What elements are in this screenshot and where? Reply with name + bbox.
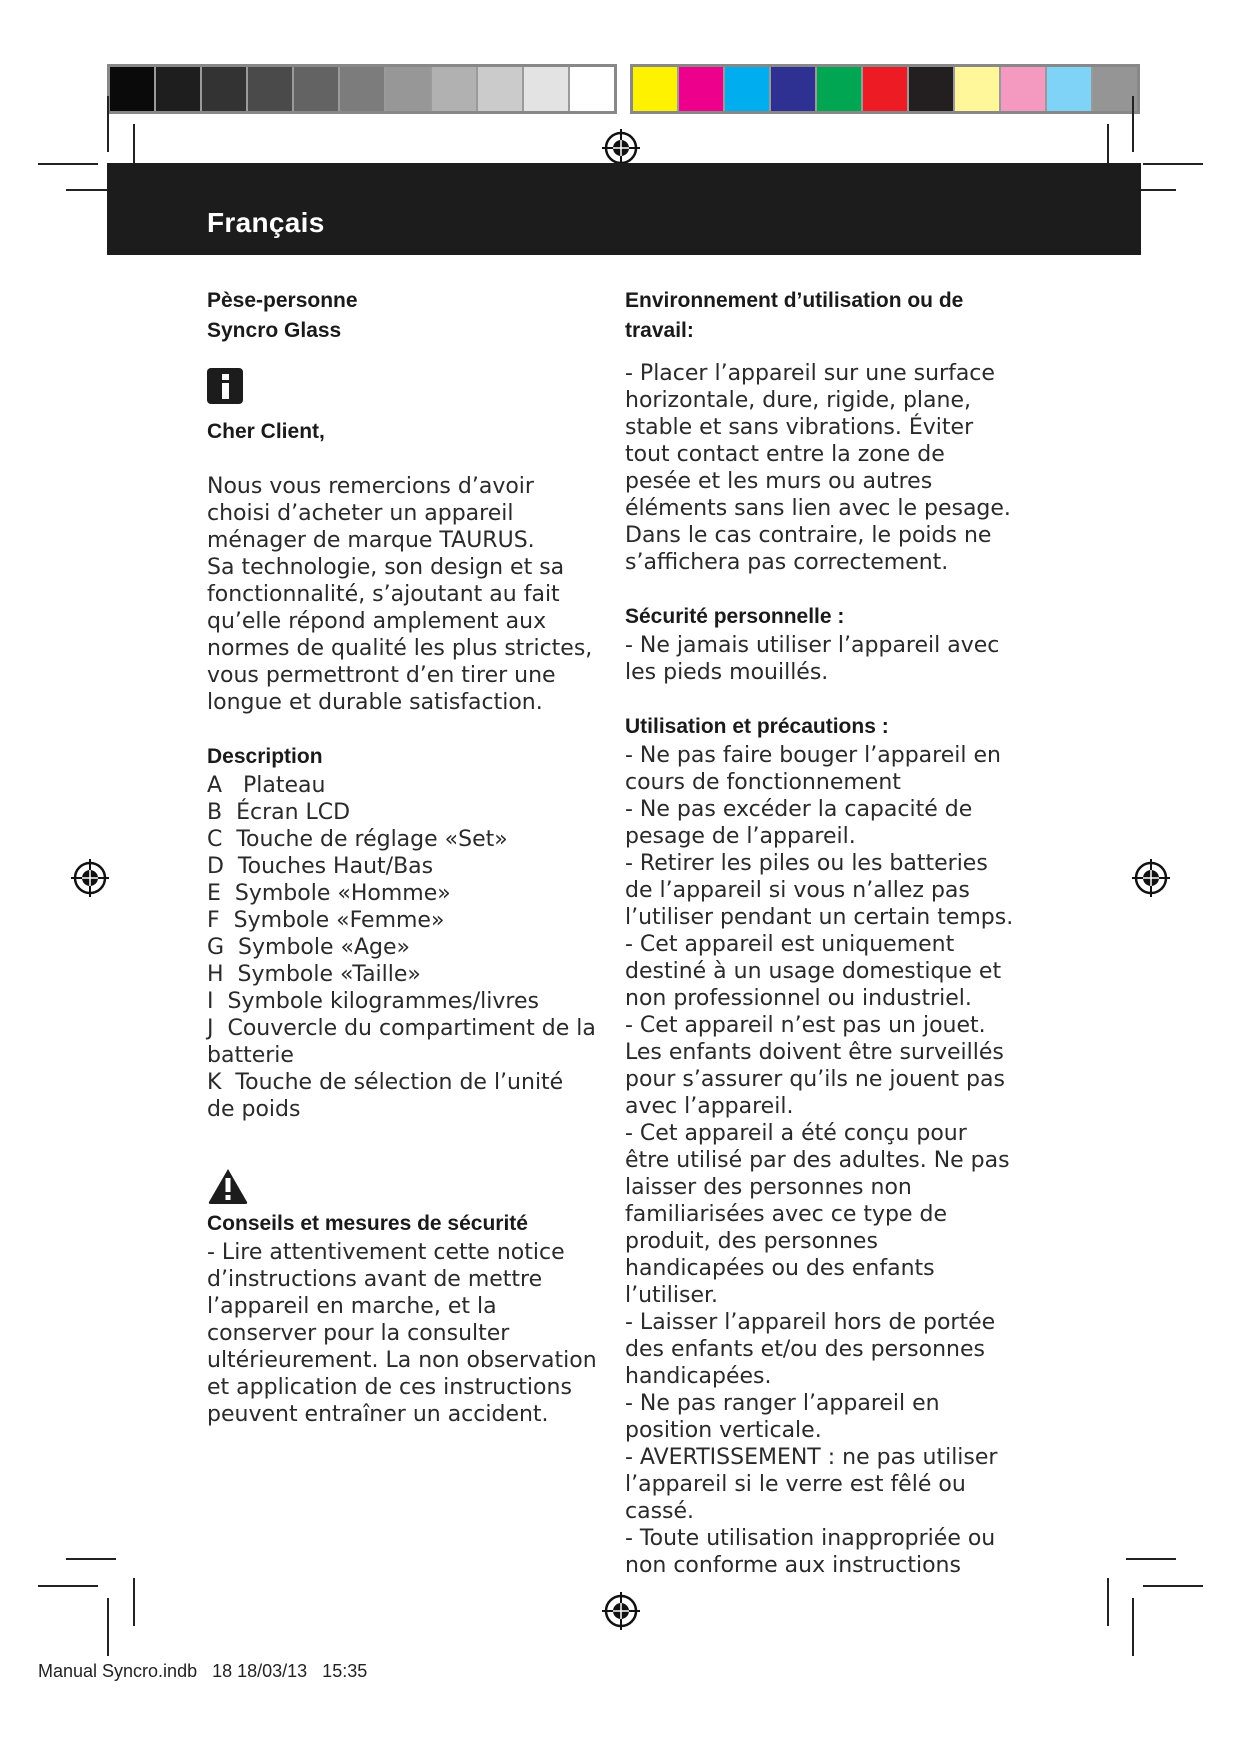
crop-mark: [1107, 1578, 1109, 1626]
warning-icon: [207, 1167, 249, 1205]
usage-item: - Laisser l’appareil hors de portée des enfants et/ou des personnes handicapées.: [625, 1310, 996, 1389]
usage-item: - Ne pas excéder la capacité de pesage de l’appareil.: [625, 797, 973, 849]
crop-mark: [1143, 163, 1203, 165]
crop-mark: [1143, 1585, 1203, 1587]
usage-item: - Ne pas ranger l’appareil en position verticale.: [625, 1391, 940, 1443]
color-swatch: [725, 67, 771, 111]
color-swatch: [909, 67, 955, 111]
description-item: D Touches Haut/Bas: [207, 854, 434, 879]
registration-mark-icon: [601, 128, 641, 168]
personal-safety-text: - Ne jamais utiliser l’appareil avec les pieds mouillés.: [625, 633, 1000, 685]
registration-mark-icon: [70, 858, 110, 898]
info-icon: [207, 368, 243, 404]
registration-mark-icon: [601, 1591, 641, 1631]
product-name-line1: Pèse-personne: [207, 289, 358, 312]
usage-title: Utilisation et précautions :: [625, 715, 889, 738]
crop-mark: [1132, 1598, 1134, 1656]
usage-item: - Ne pas faire bouger l’appareil en cours de fonctionnement: [625, 743, 1001, 795]
left-column: [207, 286, 603, 1428]
crop-mark: [107, 96, 109, 152]
color-swatch: [248, 67, 294, 111]
usage-item: - AVERTISSEMENT : ne pas utiliser l’appareil si le verre est fêlé ou cassé.: [625, 1445, 998, 1524]
color-swatch: [817, 67, 863, 111]
crop-mark: [107, 1598, 109, 1656]
environment-title: Environnement d’utilisation ou de travail:: [625, 289, 964, 342]
crop-mark: [38, 1585, 98, 1587]
environment-text: - Placer l’appareil sur une surface horizontale, dure, rigide, plane, stable et sans vibrations. Éviter tout contact entre la zone de pesée et les murs ou autres éléments sans lien avec le pesage. Dans le cas contraire, le poids ne s’affichera pas correctement.: [625, 361, 1011, 575]
color-swatch: [633, 67, 679, 111]
process-color-bar: [630, 64, 1140, 114]
greeting: Cher Client,: [207, 420, 325, 443]
description-item: C Touche de réglage «Set»: [207, 827, 508, 852]
color-swatch: [110, 67, 156, 111]
description-list: [207, 772, 603, 1123]
color-swatch: [570, 67, 614, 111]
print-slug: Manual Syncro.indb 18 18/03/13 15:35: [38, 1661, 368, 1681]
usage-item: - Cet appareil a été conçu pour être utilisé par des adultes. Ne pas laisser des personnes non familiarisées avec ce type de produit, des personnes handicapées ou des enfants l’utiliser.: [625, 1121, 1010, 1308]
description-item: I Symbole kilogrammes/livres: [207, 989, 539, 1014]
description-item: E Symbole «Homme»: [207, 881, 451, 906]
intro-paragraph: Sa technologie, son design et sa fonctionnalité, s’ajoutant au fait qu’elle répond amplement aux normes de qualité les plus strictes, vous permettront d’en tirer une longue et durable satisfaction.: [207, 555, 593, 715]
color-swatch: [679, 67, 725, 111]
grayscale-color-bar: [107, 64, 617, 114]
crop-mark: [133, 1578, 135, 1626]
crop-mark: [66, 1558, 116, 1560]
color-swatch: [156, 67, 202, 111]
description-item: F Symbole «Femme»: [207, 908, 445, 933]
usage-item: - Cet appareil n’est pas un jouet. Les enfants doivent être surveillés pour s’assurer qu’ils ne jouent pas avec l’appareil.: [625, 1013, 1005, 1119]
description-title: Description: [207, 745, 323, 768]
description-item: G Symbole «Age»: [207, 935, 410, 960]
color-swatch: [294, 67, 340, 111]
color-swatch: [955, 67, 1001, 111]
safety-text: - Lire attentivement cette notice d’instructions avant de mettre l’appareil en marche, et la conserver pour la consulter ultérieurement. La non observation et application de ces instructions peuvent entraîner un accident.: [207, 1240, 597, 1427]
personal-safety-title: Sécurité personnelle :: [625, 605, 845, 628]
right-column: [625, 286, 1015, 1579]
usage-item: - Toute utilisation inappropriée ou non conforme aux instructions: [625, 1526, 996, 1578]
description-item: J Couvercle du compartiment de la batterie: [207, 1016, 603, 1068]
crop-mark: [1126, 1558, 1176, 1560]
product-name-line2: Syncro Glass: [207, 319, 342, 342]
color-swatch: [386, 67, 432, 111]
description-item: H Symbole «Taille»: [207, 962, 421, 987]
usage-item: - Cet appareil est uniquement destiné à un usage domestique et non professionnel ou industriel.: [625, 932, 1002, 1011]
intro-paragraph: Nous vous remercions d’avoir choisi d’acheter un appareil ménager de marque TAURUS.: [207, 474, 535, 553]
color-swatch: [1001, 67, 1047, 111]
crop-mark: [38, 163, 98, 165]
color-swatch: [863, 67, 909, 111]
safety-title: Conseils et mesures de sécurité: [207, 1212, 528, 1235]
color-swatch: [1047, 67, 1093, 111]
color-swatch: [432, 67, 478, 111]
description-item: A Plateau: [207, 773, 326, 798]
page-title: Français: [207, 207, 325, 238]
description-item: B Écran LCD: [207, 800, 351, 825]
registration-mark-icon: [1131, 858, 1171, 898]
color-swatch: [340, 67, 386, 111]
usage-item: - Retirer les piles ou les batteries de l’appareil si vous n’allez pas l’utiliser pendant un certain temps.: [625, 851, 1014, 930]
language-header-band: [107, 163, 1141, 255]
description-item: K Touche de sélection de l’unité de poids: [207, 1070, 571, 1122]
color-swatch: [1093, 67, 1137, 111]
color-swatch: [202, 67, 248, 111]
color-swatch: [524, 67, 570, 111]
crop-mark: [1132, 96, 1134, 152]
color-swatch: [771, 67, 817, 111]
color-swatch: [478, 67, 524, 111]
